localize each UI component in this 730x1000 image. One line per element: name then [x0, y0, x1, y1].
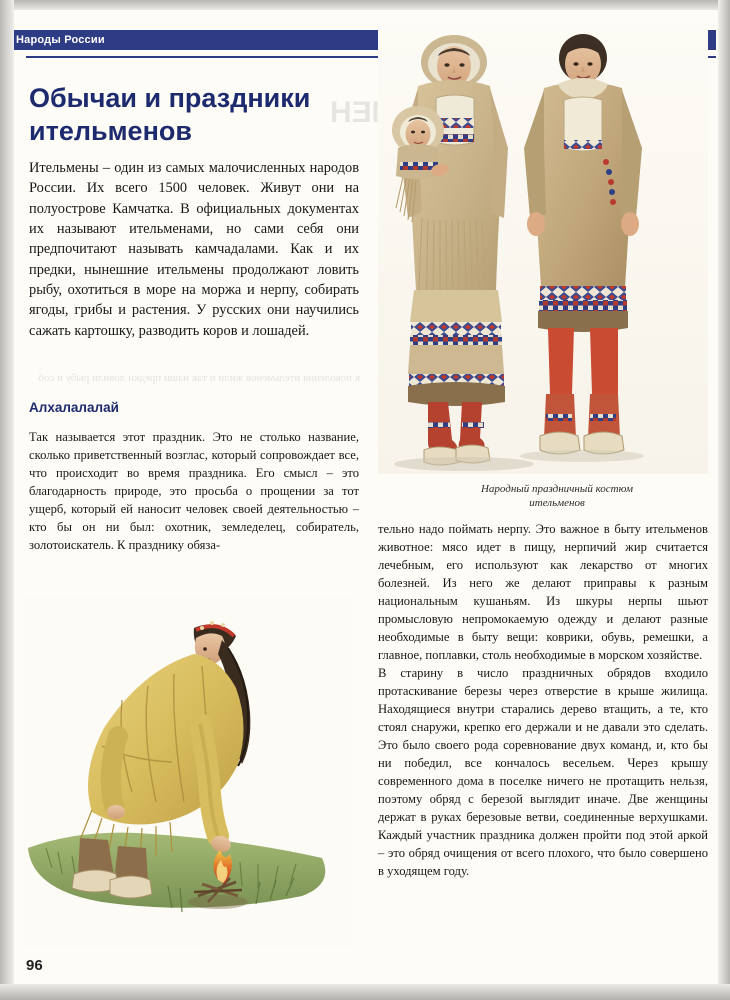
section-body-text: Так называется этот праздник. Это не столько название, сколько приветственный возглас, который сопровождает все, что происходит во время праздника. Его смысл – это благодарность природе, это просьба о прощении за тот ущерб, который ей наносит человек своей деятельностью – кто бы он ни был: охотник, земледелец, собиратель, золотоискатель. К празднику обяза-: [29, 430, 359, 552]
scan-edge-left: [0, 0, 14, 1000]
page-title: Обычаи и праздники ительменов: [29, 83, 311, 147]
caption-costume: Народный праздничный костюм ительменов: [480, 483, 633, 510]
scan-edge-right: [718, 0, 730, 1000]
itelmen-family-illustration: [378, 22, 708, 474]
scan-edge-bottom: [0, 984, 730, 1000]
header-label: Народы России: [16, 34, 105, 46]
sweeping-evil-spirits-illustration: [22, 596, 352, 948]
scan-edge-top: [0, 0, 730, 10]
right-column-text: [378, 520, 708, 880]
section-subheading: Алхалалалай: [29, 400, 119, 415]
right-column-paragraph-1: тельно надо поймать нерпу. Это важное в быту ительменов животное: мясо идет в пищу, нерпичий жир считается лечебным, его используют как лекарство от многих болезней. Из него же делают приправы к разным национальным кушаньям. Из шкуры нерпы шьют промысловую непромокаемую одежду и делают разные необходимые в быту вещи: коврики, обувь, ремешки, а главное, поплавки, столь необходимые в морском хозяйстве.: [378, 522, 708, 662]
lead-paragraph: Ительмены – один из самых малочисленных народов России. Их всего 1500 человек. Живут они на полуострове Камчатка. В официальных документах их называют ительменами, но сами себя они предпочитают называть камчадалами. Как и их предки, нынешние ительмены продолжают ловить рыбу, охотиться в море на моржа и нерпу, собирать ягоды, грибы и растения. У русских они научились сажать картошку, разводить коров и лошадей.: [29, 160, 359, 339]
page-number: 96: [26, 957, 43, 974]
right-column-paragraph-2: В старину в число праздничных обрядов входило протаскивание березы через отверстие в крыше жилища. Находящиеся внутри старались дерево втащить, а те, кто стоял снаружи, крепко его держали и не давали это сделать. Это было своего рода соревнование двух команд, и, кто бы ни победил, все кончалось весельем. Через крышу современного дома в поселке ничего не протащить нельзя, поэтому обряд с березой выглядит иначе. Две женщины держат в руках березовые ветви, соединенные верхушками. Каждый участник праздника должен пройти под этой аркой – это обряд очищения от всего плохого, что было совершено в уходящем году.: [378, 666, 708, 878]
